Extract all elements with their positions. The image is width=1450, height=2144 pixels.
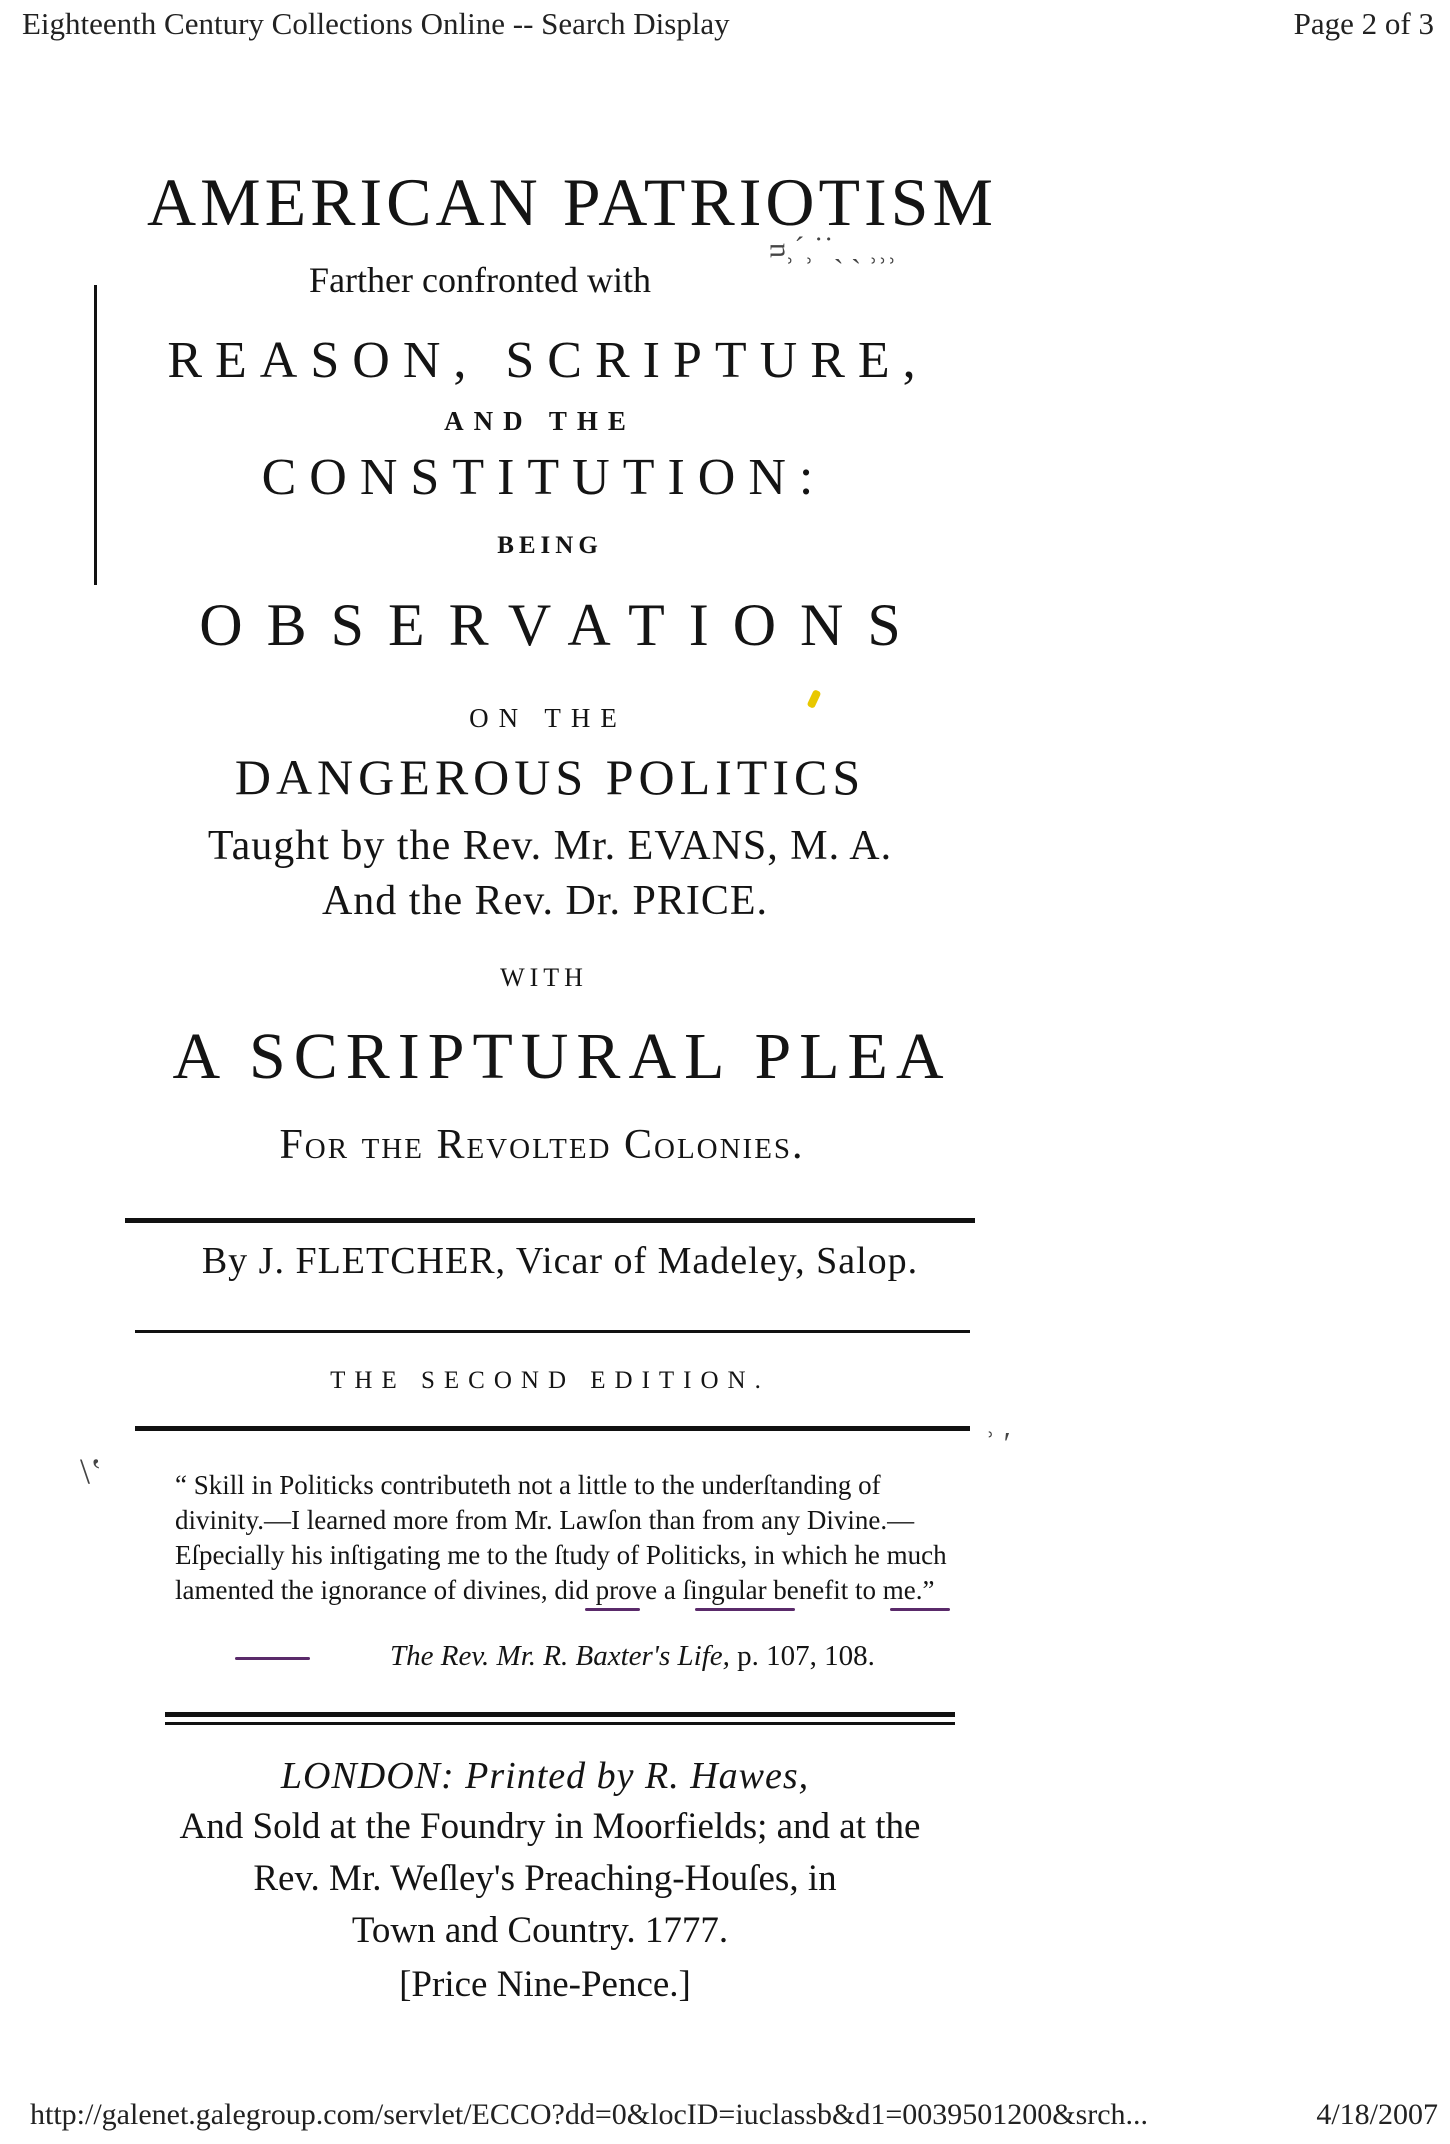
window-title: Eighteenth Century Collections Online -- Search Display — [22, 6, 730, 41]
doc-edition: THE SECOND EDITION. — [330, 1367, 770, 1394]
doc-line-price: And the Rev. Dr. PRICE. — [321, 878, 769, 924]
doc-line-constitution: CONSTITUTION: — [261, 449, 827, 506]
imprint-line-london: LONDON: Printed by R. Hawes, — [280, 1755, 810, 1797]
doc-line-colonies: For the Revolted Colonies. — [279, 1122, 805, 1168]
divider-rule — [165, 1722, 955, 1725]
imprint-price: [Price Nine-Pence.] — [399, 1964, 691, 2005]
handwritten-annotation: ᴝ⸒ˊ⸒˙˙ˏ ˏ ⸒⸒⸒ — [770, 231, 897, 264]
handwritten-tick-left: \‛ — [80, 1451, 102, 1491]
doc-author: By J. FLETCHER, Vicar of Madeley, Salop. — [201, 1240, 919, 1282]
imprint-line-wesley: Rev. Mr. Weſley's Preaching-Houſes, in — [253, 1858, 837, 1899]
pen-underline — [695, 1608, 795, 1611]
epigraph-quote: “ Skill in Politicks contributeth not a little to the underſtanding of divinity.—I learned more from Mr. Lawſon than from any Divine.—Eſpecially his inſtigating me to the ſtudy of Politicks, in which he much lamented the ignorance of divines, did prove a ſingular benefit to me.” — [175, 1470, 947, 1605]
handwritten-tick-right: ʾ ʹ — [985, 1425, 1011, 1461]
doc-line-dangerous-politics: DANGEROUS POLITICS — [234, 749, 866, 805]
doc-line-observations: OBSERVATIONS — [199, 592, 925, 658]
print-date: 4/18/2007 — [1316, 2098, 1438, 2131]
divider-rule — [165, 1712, 955, 1717]
doc-line-evans: Taught by the Rev. Mr. EVANS, M. A. — [207, 823, 893, 869]
imprint-line-date: Town and Country. 1777. — [351, 1910, 729, 1951]
doc-line-and-the: AND THE — [444, 406, 636, 436]
divider-rule — [135, 1330, 970, 1333]
epigraph-citation — [390, 1640, 875, 1673]
doc-line-being: BEING — [497, 532, 603, 559]
doc-line-scriptural-plea: A SCRIPTURAL PLEA — [172, 1020, 952, 1093]
page-indicator: Page 2 of 3 — [1293, 6, 1434, 41]
pen-underline — [890, 1608, 950, 1611]
divider-rule — [135, 1426, 970, 1431]
divider-rule — [125, 1218, 975, 1223]
doc-title: AMERICAN PATRIOTISM — [147, 164, 997, 240]
doc-line-with: WITH — [500, 963, 588, 992]
doc-line-on-the: ON THE — [469, 703, 627, 733]
imprint-line-sold: And Sold at the Foundry in Moorfields; and at the — [179, 1806, 921, 1847]
citation-pages: p. 107, 108. — [737, 1640, 875, 1672]
doc-line-reason: REASON, SCRIPTURE, — [167, 332, 929, 389]
pen-underline — [585, 1608, 640, 1611]
doc-line-farther: Farther confronted with — [309, 260, 651, 300]
page-url: http://galenet.galegroup.com/servlet/ECCO?dd=0&locID=iuclassb&d1=0039501200&srch... — [30, 2098, 1149, 2131]
pen-underline — [235, 1657, 310, 1660]
citation-source: The Rev. Mr. R. Baxter's Life, — [390, 1640, 730, 1672]
